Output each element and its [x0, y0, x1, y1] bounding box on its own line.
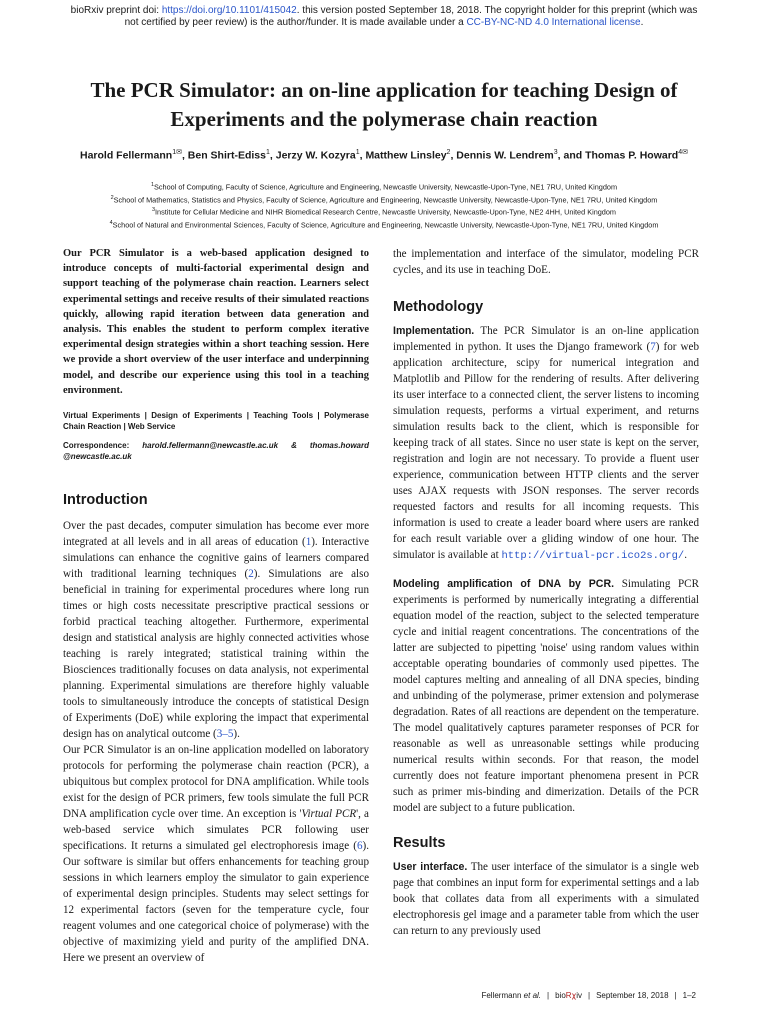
preprint-notice [0, 5, 768, 29]
left-column [63, 246, 369, 966]
text-run: The user interface of the simulator is a single web page that combines an input form for experimental settings and a lab book that collates data from all experiments with a simulated electrophoresis gel image and a parameter table from which the user can return to any previously used [393, 861, 699, 937]
modeling-paragraph [393, 576, 699, 816]
correspondence-label: Correspondence: [63, 441, 130, 451]
author-affil: 2 [446, 149, 451, 156]
text-run: . [684, 549, 687, 561]
citation-link[interactable]: 6 [356, 840, 363, 853]
affiliation-number: 2 [110, 194, 114, 201]
biorxiv-logo [555, 991, 582, 1000]
logo-r: R [565, 991, 572, 1000]
preprint-end: . [640, 17, 644, 28]
user-interface-paragraph [393, 859, 699, 939]
paper-title: The PCR Simulator: an on-line application for teaching Design of Experiments and the polymerase chain reaction [90, 78, 678, 131]
author-affil: 1✉ [172, 149, 182, 156]
doi-link[interactable]: https://doi.org/10.1101/415042 [161, 5, 297, 16]
affiliation-number: 4 [109, 219, 113, 226]
logo-bio: bio [555, 991, 566, 1000]
author-name: Ben Shirt-Ediss [187, 149, 266, 162]
methodology-heading: Methodology [393, 299, 484, 315]
author-affil: 1 [265, 149, 270, 156]
author-affil: 3 [553, 149, 558, 156]
affiliation-text: Institute for Cellular Medicine and NIHR Biomedical Research Centre, Newcastle University, Newcastle-Upon-Tyne, NE2 4HH, United Kingdom [155, 207, 617, 217]
affiliation-text: School of Computing, Faculty of Science, Agriculture and Engineering, Newcastle University, Newcastle-Upon-Tyne, NE1 7RU, United Kingdom [154, 182, 618, 192]
text-run: ). Our software is similar but offers enhancements for teaching group sessions in which learners employ the simulator to gain experience of experimental design principles. Students may select settings for 12 experimental factors (seven for the temperature cycle, four reagent volumes and one categorical choice of polymerase) with the objective of maximizing yield and purity of the amplified DNA. Here we present an overview of [63, 840, 369, 965]
implementation-paragraph [393, 323, 699, 564]
simulator-url-link[interactable]: http://virtual-pcr.ico2s.org/ [501, 550, 685, 562]
preprint-line2: not certified by peer review) is the author/funder. It is made available under a [124, 17, 467, 28]
introduction-heading: Introduction [63, 492, 148, 509]
author-list: Harold Fellermann$^{1✉}$, Ben Shirt-Ediss$^1$, Jerzy W. Kozyra$^1$, Matthew Linsley$^2$, Dennis W. Lendrem$^3$, and Thomas P. Howard$^{4✉}$ [79, 149, 688, 162]
text-run: ). Interactive simulations can enhance the cognitive gains of learners compared with traditional learning techniques ( [63, 536, 370, 581]
license-link[interactable]: CC-BY-NC-ND 4.0 International license [466, 17, 641, 28]
text-run: ) for web application architecture, scipy for numerical integration and Matplotlib and Pillow for the rendering of results. After delivering its user interface to a connected client, the server listens to incoming simulation requests, performs a virtual experiment, and returns simulation results back to the client, which is responsible for keeping track of all states. Since no user state is kept on the server, registration and login are not necessary. To provide a fluent user experience, communication between HTTP clients and the server uses AJAX requests with JSON responses. The server records requested factors and results for all incoming requests. This information is used to create a leader board where users are ranked for each result variable over a gliding window of one hour. The simulator is available at [393, 341, 699, 561]
footer-pages: 1–2 [682, 991, 696, 1000]
author-name: Matthew Linsley [365, 149, 447, 162]
correspondence [63, 440, 369, 462]
citation-link[interactable]: 3–5 [216, 728, 234, 741]
intro-paragraph-2 [63, 742, 369, 966]
intro-paragraph-1 [63, 518, 369, 742]
citation-link[interactable]: 2 [248, 568, 254, 581]
text-run: ', a web-based service which simulates PCR following user specifications. It returns a simulated gel electrophoresis image ( [63, 808, 369, 853]
text-run: Over the past decades, computer simulation has become ever more integrated at all levels and in all areas of education ( [63, 520, 369, 549]
author-name: Jerzy W. Kozyra [275, 149, 356, 162]
affiliation [30, 180, 738, 193]
footer-etal: et al. [521, 991, 542, 1000]
affiliation [30, 218, 738, 231]
citation-link[interactable]: 7 [650, 341, 656, 353]
runin-heading: Modeling amplification of DNA by PCR. [393, 578, 615, 590]
affiliation-text: School of Mathematics, Statistics and Physics, Faculty of Science, Agriculture and Engineering, Newcastle University, Newcastle-Upon-Tyne, NE1 7RU, United Kingdom [113, 195, 658, 205]
text-run: Our PCR Simulator is an on-line application modelled on laboratory protocols for performing the polymerase chain reaction (PCR), a ubiquitous but complex protocol for DNA amplification. While tools exist for the design of PCR primers, few tools simulate the full PCR DNA amplification cycle over time. An exception is ' [63, 744, 369, 821]
text-run: Simulating PCR experiments is performed by numerically integrating a differential equation model of the reaction, subject to the selected temperature cycle and initial reagent concentrations. The concentrations of the latter are subjected to pipetting 'noise' using random values within acceptable operating boundaries of commonly used pipettes. The model captures melting and annealing of all DNA species, binding and unbinding of the polymerase, primer extension and polymerase degradation. Rates of all reactions are dependent on the temperature. The model qualitatively captures parameter responses of PCR for reasonable as well as unreasonable settings while producing numerical results within seconds. For that reason, the model currently does not feature important phenomena present in PCR such as primer mis-binding and dimerization. Details of the PCR model are subject to a future publication. [393, 578, 699, 814]
keywords: Virtual Experiments | Design of Experiments | Teaching Tools | Polymerase Chain Reaction | Web Service [63, 411, 369, 432]
logo-chi: χ [571, 991, 577, 1000]
affiliation-number: 3 [151, 207, 156, 214]
author-name: Harold Fellermann [79, 149, 173, 162]
footer-date: September 18, 2018 [596, 991, 669, 1000]
author-name: Thomas P. Howard [585, 149, 679, 162]
page-footer: Fellermann et al. | bioRχiv | September 18, 2018 | 1–2 [481, 991, 696, 1000]
affiliation [30, 193, 738, 206]
emphasis: Virtual PCR [301, 808, 357, 821]
citation-link[interactable]: 1 [305, 536, 312, 549]
intro-continuation: the implementation and interface of the simulator, modeling PCR cycles, and its use in teaching DoE. [393, 248, 699, 276]
affiliation-text: School of Natural and Environmental Sciences, Faculty of Science, Agriculture and Engineering, Newcastle University, Newcastle-Upon-Tyne, NE1 7RU, United Kingdom [112, 220, 659, 230]
affiliation-list [30, 180, 738, 231]
author-affil: 1 [355, 149, 360, 156]
author-affil: 4✉ [678, 149, 688, 156]
logo-iv: iv [576, 991, 582, 1000]
author-connector: , and [557, 149, 586, 162]
affiliation-number: 1 [150, 182, 155, 188]
text-run: The PCR Simulator is an on-line application implemented in python. It uses the Django framework ( [393, 325, 699, 353]
footer-authors: Fellermann [481, 991, 522, 1000]
results-heading: Results [393, 835, 446, 851]
right-column [393, 246, 699, 939]
preprint-middle: . this version posted September 18, 2018. The copyright holder for this preprint (which was [296, 5, 698, 16]
runin-heading: Implementation. [393, 325, 475, 337]
text-run: ). Simulations are also beneficial in training for experimental procedures where long run times or high costs necessitate prescriptive practical sessions or forbid practical teaching altogether. Furthermore, experimental design and statistical analysis are highly connected activities whose teaching is rarely integrated; statistical training within the Biosciences traditionally focuses on data analysis, not experimental planning. Experimental simulations are therefore highly valuable tools to simultaneously introduce the concepts of statistical Design of Experiments (DoE) while exploring the impact that experimental design has on analytical outcome ( [63, 568, 369, 741]
author-name: Dennis W. Lendrem [456, 149, 554, 162]
runin-heading: User interface. [393, 861, 468, 873]
affiliation [30, 205, 738, 218]
abstract: Our PCR Simulator is a web-based application designed to introduce concepts of multi-factorial experimental design and support teaching of the polymerase chain reaction. Learners select experimental settings and receive results of their simulated reactions quickly, allowing rapid iteration between data generation and analysis. This enables the student to perform complex iterative experimental design strategies within a short teaching session. Here we provide a short overview of the user interface and underpinning model, and describe our experience using this tool in a teaching environment. [63, 248, 370, 396]
correspondence-emails: harold.fellermann@newcastle.ac.uk & thomas.howard @newcastle.ac.uk [63, 441, 369, 462]
text-run: ). [233, 728, 240, 741]
preprint-prefix: bioRxiv preprint doi: [70, 5, 162, 16]
